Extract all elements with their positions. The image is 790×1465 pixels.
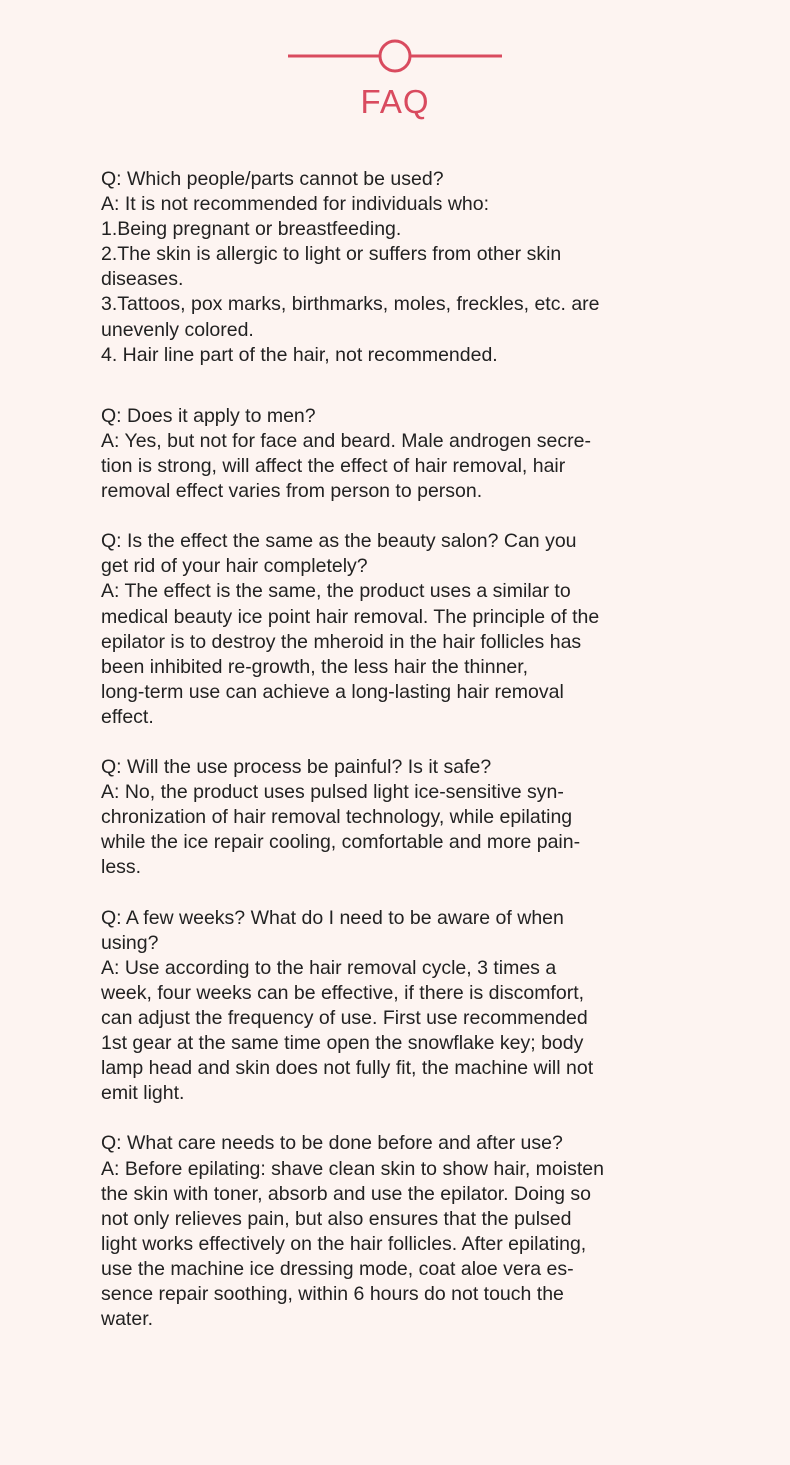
- faq-line: week, four weeks can be effective, if there is discomfort,: [101, 981, 585, 1004]
- faq-list: [101, 167, 701, 1357]
- faq-line: less.: [101, 856, 142, 879]
- faq-line: water.: [101, 1308, 154, 1331]
- faq-line: A: The effect is the same, the product uses a similar to: [101, 580, 571, 603]
- ornament-circle-icon: [380, 41, 410, 71]
- faq-line: chronization of hair removal technology, while epilating: [101, 806, 573, 829]
- faq-item: [101, 1131, 701, 1332]
- faq-item: [101, 167, 701, 368]
- faq-item: [101, 906, 701, 1107]
- faq-item: [101, 404, 701, 504]
- faq-line: 4. Hair line part of the hair, not recommended.: [101, 343, 498, 366]
- faq-line: sence repair soothing, within 6 hours do not touch the: [101, 1283, 564, 1306]
- faq-line: 1st gear at the same time open the snowflake key; body: [101, 1032, 584, 1055]
- faq-line: long-term use can achieve a long-lasting hair removal: [101, 680, 564, 703]
- faq-line: A: No, the product uses pulsed light ice-sensitive syn-: [101, 781, 564, 804]
- faq-line: A: Before epilating: shave clean skin to show hair, moisten: [101, 1157, 604, 1180]
- faq-line: A: Yes, but not for face and beard. Male androgen secre-: [101, 429, 591, 452]
- faq-line: tion is strong, will affect the effect of hair removal, hair: [101, 454, 566, 477]
- faq-line: lamp head and skin does not fully fit, the machine will not: [101, 1057, 594, 1080]
- faq-line: can adjust the frequency of use. First use recommended: [101, 1007, 588, 1029]
- faq-line: Q: What care needs to be done before and after use?: [101, 1132, 563, 1155]
- faq-line: light works effectively on the hair follicles. After epilating,: [101, 1232, 587, 1255]
- faq-line: use the machine ice dressing mode, coat aloe vera es-: [101, 1257, 574, 1280]
- faq-line: while the ice repair cooling, comfortable and more pain-: [101, 831, 581, 854]
- faq-line: Q: Is the effect the same as the beauty salon? Can you: [101, 530, 577, 553]
- faq-line: the skin with toner, absorb and use the epilator. Doing so: [101, 1182, 591, 1205]
- faq-line: Q: Does it apply to men?: [101, 404, 316, 427]
- faq-line: epilator is to destroy the mheroid in the hair follicles has: [101, 630, 582, 653]
- faq-line: diseases.: [101, 268, 184, 291]
- faq-line: A: Use according to the hair removal cycle, 3 times a: [101, 956, 557, 979]
- faq-line: not only relieves pain, but also ensures that the pulsed: [101, 1207, 572, 1230]
- faq-line: 3.Tattoos, pox marks, birthmarks, moles, freckles, etc. are: [101, 293, 600, 316]
- page-title: FAQ: [360, 83, 430, 120]
- faq-line: emit light.: [101, 1082, 185, 1105]
- faq-line: been inhibited re-growth, the less hair the thinner,: [101, 655, 529, 678]
- faq-item: [101, 529, 701, 730]
- faq-line: Q: Will the use process be painful? Is it safe?: [101, 756, 492, 779]
- faq-line: unevenly colored.: [101, 318, 254, 341]
- faq-line: medical beauty ice point hair removal. The principle of the: [101, 605, 600, 628]
- faq-line: get rid of your hair completely?: [101, 555, 368, 578]
- faq-line: Q: Which people/parts cannot be used?: [101, 168, 444, 190]
- faq-item: [101, 755, 701, 880]
- faq-line: 2.The skin is allergic to light or suffers from other skin: [101, 243, 562, 266]
- faq-line: effect.: [101, 705, 154, 728]
- faq-line: A: It is not recommended for individuals who:: [101, 193, 490, 216]
- faq-line: Q: A few weeks? What do I need to be aware of when: [101, 906, 564, 929]
- faq-line: using?: [101, 931, 159, 954]
- faq-header-ornament: [288, 38, 502, 74]
- faq-line: removal effect varies from person to person.: [101, 480, 483, 503]
- faq-line: 1.Being pregnant or breastfeeding.: [101, 218, 402, 241]
